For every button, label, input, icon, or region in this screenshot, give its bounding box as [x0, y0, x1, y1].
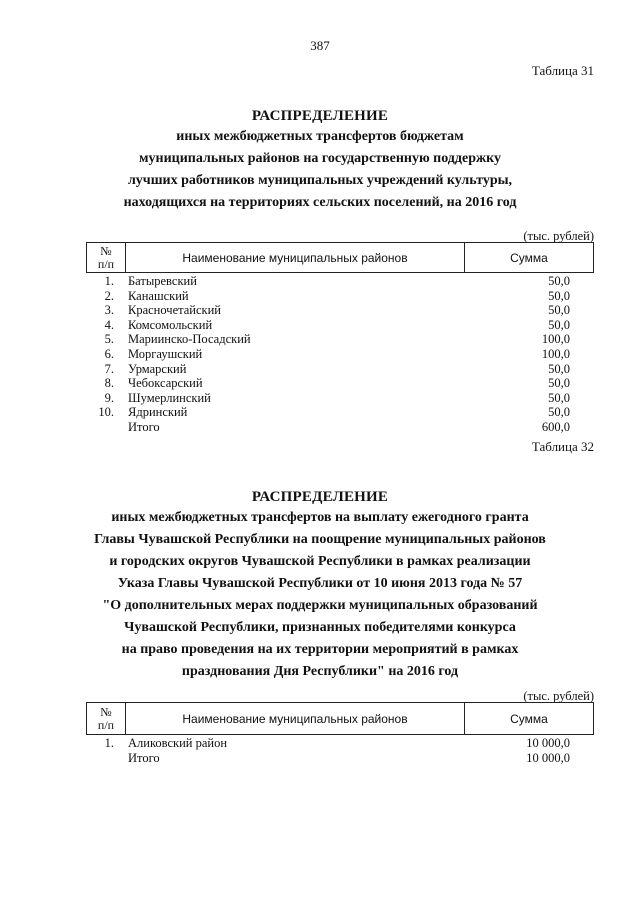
row-sum: 50,0 [548, 376, 570, 391]
table-32-heading [0, 487, 640, 683]
column-header-number [87, 243, 126, 272]
row-sum: 50,0 [548, 303, 570, 318]
table-row [86, 391, 594, 406]
row-number: 1. [104, 274, 114, 288]
table-row [86, 347, 594, 362]
table-row [86, 332, 594, 347]
total-sum: 10 000,0 [526, 750, 570, 765]
page-number: 387 [310, 38, 330, 53]
table-row [86, 274, 594, 289]
column-header-sum: Сумма [510, 250, 548, 265]
table-32-subtitle-line: празднования Дня Республики" на 2016 год [181, 664, 459, 679]
table-32-subtitle-line: Главы Чувашской Республики на поощрение муниципальных районов [94, 532, 546, 547]
row-sum: 50,0 [548, 361, 570, 376]
table-31-subtitle-line: иных межбюджетных трансфертов бюджетам [176, 129, 464, 144]
total-row [86, 420, 594, 435]
table-31-label: Таблица 31 [531, 63, 594, 78]
table-32-subtitle-line: на право проведения на их территории мероприятий в рамках [121, 642, 519, 657]
number-sign: № [100, 704, 112, 719]
district-name: Красночетайский [128, 303, 221, 318]
row-sum: 50,0 [548, 405, 570, 420]
district-name: Мариинско-Посадский [128, 332, 251, 347]
row-sum: 50,0 [548, 390, 570, 405]
table-row [86, 289, 594, 304]
number-sign: № [100, 243, 112, 258]
number-abbrev: п/п [97, 256, 115, 271]
total-label: Итого [128, 419, 160, 434]
row-sum: 100,0 [541, 346, 570, 361]
total-row [86, 751, 594, 766]
table-row [86, 318, 594, 333]
total-label: Итого [128, 750, 160, 765]
table-32-header [86, 702, 594, 735]
district-name: Шумерлинский [128, 390, 211, 405]
column-header-number [87, 703, 126, 734]
column-header-name: Наименование муниципальных районов [126, 703, 465, 734]
table-31-body [86, 274, 594, 435]
table-row [86, 303, 594, 318]
table-32-units: (тыс. рублей) [523, 689, 594, 703]
row-sum: 50,0 [548, 274, 570, 288]
row-number: 8. [104, 376, 114, 391]
table-32-subtitle-line: и городских округов Чувашской Республики в рамках реализации [109, 554, 531, 569]
district-name: Батыревский [128, 274, 197, 288]
row-sum: 100,0 [541, 332, 570, 347]
table-31-header [86, 242, 594, 273]
row-sum: 10 000,0 [526, 736, 570, 750]
table-row [86, 405, 594, 420]
table-31-subtitle-line: муниципальных районов на государственную поддержку [138, 151, 501, 166]
row-number: 10. [98, 405, 114, 420]
row-sum: 50,0 [548, 288, 570, 303]
row-number: 6. [104, 346, 114, 361]
row-number: 2. [104, 288, 114, 303]
table-row [86, 736, 594, 751]
table-31-subtitle-line: находящихся на территориях сельских поселений, на 2016 год [123, 195, 517, 210]
row-number: 1. [104, 736, 114, 750]
table-32-subtitle-line: "О дополнительных мерах поддержки муниципальных образований [102, 598, 538, 613]
district-name: Ядринский [128, 405, 188, 420]
number-abbrev: п/п [97, 717, 115, 732]
table-31-subtitle-line: лучших работников муниципальных учреждений культуры, [127, 173, 513, 188]
table-row [86, 376, 594, 391]
table-row [86, 362, 594, 377]
district-name: Чебоксарский [128, 376, 203, 391]
district-name: Канашский [128, 288, 189, 303]
table-32-subtitle-line: иных межбюджетных трансфертов на выплату ежегодного гранта [111, 510, 529, 525]
row-sum: 50,0 [548, 317, 570, 332]
row-number: 4. [104, 317, 114, 332]
table-31-title: РАСПРЕДЕЛЕНИЕ [251, 108, 389, 124]
table-31-heading [0, 106, 640, 214]
district-name: Урмарский [128, 361, 187, 376]
district-name: Аликовский район [128, 736, 228, 750]
table-32-body [86, 736, 594, 765]
table-31-units: (тыс. рублей) [523, 229, 594, 243]
row-number [86, 751, 114, 766]
row-number: 3. [104, 303, 114, 318]
district-name: Комсомольский [128, 317, 213, 332]
row-number: 9. [104, 390, 114, 405]
row-number [86, 420, 114, 435]
table-32-label: Таблица 32 [531, 439, 594, 454]
table-32-subtitle-line: Чувашской Республики, признанных победителями конкурса [124, 620, 516, 635]
total-sum: 600,0 [541, 419, 570, 434]
district-name: Моргаушский [128, 346, 203, 361]
row-number: 5. [104, 332, 114, 347]
table-32-subtitle-line: Указа Главы Чувашской Республики от 10 июня 2013 года № 57 [117, 576, 523, 591]
column-header-sum: Сумма [510, 711, 548, 726]
row-number: 7. [104, 361, 114, 376]
table-32-title: РАСПРЕДЕЛЕНИЕ [251, 489, 389, 505]
column-header-name: Наименование муниципальных районов [126, 243, 465, 272]
